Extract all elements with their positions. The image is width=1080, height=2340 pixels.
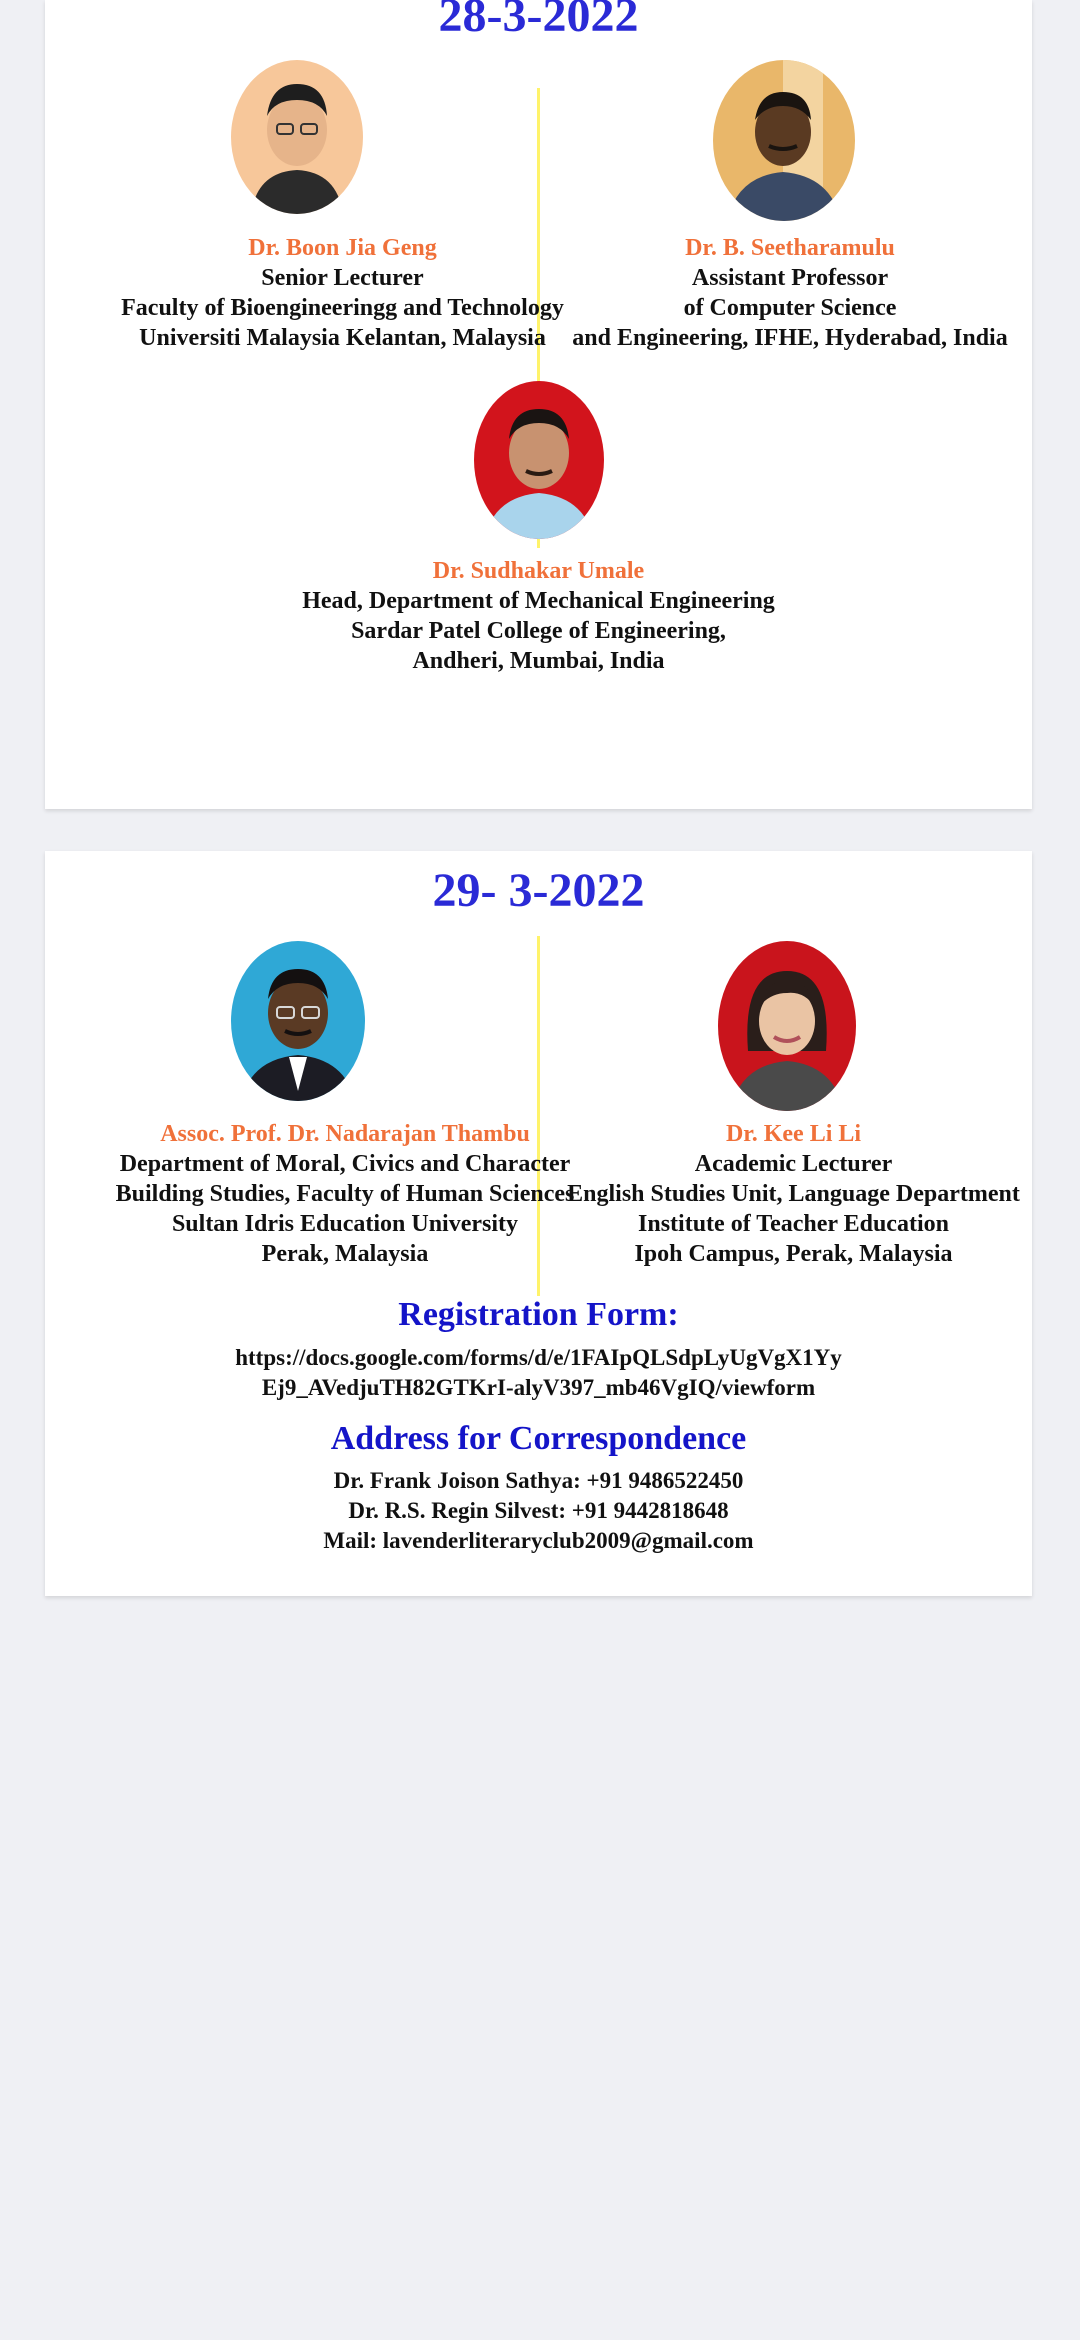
speaker-name: Dr. Boon Jia Geng	[248, 235, 437, 261]
event-date: 28-3-2022	[438, 0, 639, 42]
contact-email[interactable]: Mail: lavenderliteraryclub2009@gmail.com	[323, 1528, 754, 1553]
registration-heading: Registration Form:	[398, 1296, 679, 1333]
speaker-kee-li-li	[555, 1119, 1032, 1269]
speaker-name: Dr. B. Seetharamulu	[685, 235, 895, 261]
speaker-detail: English Studies Unit, Language Department	[567, 1181, 1020, 1207]
speaker-detail: Faculty of Bioengineeringg and Technology	[121, 295, 564, 321]
speaker-detail: Sultan Idris Education University	[171, 1211, 519, 1237]
event-card-day1	[45, 0, 1032, 809]
speaker-detail: of Computer Science	[683, 295, 897, 321]
speaker-detail: Assistant Professor	[691, 265, 889, 291]
registration-url[interactable]	[45, 1343, 1032, 1403]
speaker-photo	[474, 381, 604, 539]
speaker-name: Dr. Kee Li Li	[725, 1121, 862, 1147]
event-card-day2	[45, 851, 1032, 1596]
speaker-detail: Andheri, Mumbai, India	[412, 648, 665, 674]
speaker-photo	[713, 60, 855, 221]
correspondence-heading: Address for Correspondence	[330, 1420, 747, 1457]
speaker-photo	[231, 60, 363, 214]
speaker-photo	[718, 941, 856, 1111]
speaker-detail: Head, Department of Mechanical Engineering	[302, 588, 775, 614]
speaker-detail: Universiti Malaysia Kelantan, Malaysia	[139, 325, 546, 351]
event-date: 29- 3-2022	[432, 864, 645, 917]
speaker-photo	[231, 941, 365, 1101]
speaker-detail: Sardar Patel College of Engineering,	[351, 618, 726, 644]
speaker-name: Assoc. Prof. Dr. Nadarajan Thambu	[160, 1121, 530, 1147]
speaker-boon-jia-geng	[65, 233, 620, 353]
correspondence-details	[45, 1466, 1032, 1556]
speaker-detail: Building Studies, Faculty of Human Sciences	[115, 1181, 575, 1207]
speaker-detail: Academic Lecturer	[694, 1151, 893, 1177]
speaker-detail: Ipoh Campus, Perak, Malaysia	[634, 1241, 953, 1267]
registration-url-line[interactable]: https://docs.google.com/forms/d/e/1FAIpQLSdpLyUgVgX1Yy	[235, 1345, 842, 1370]
contact-line: Dr. R.S. Regin Silvest: +91 9442818648	[348, 1498, 729, 1523]
speaker-detail: Perak, Malaysia	[261, 1241, 429, 1267]
registration-url-line[interactable]: Ej9_AVedjuTH82GTKrI-alyV397_mb46VgIQ/viewform	[261, 1375, 816, 1400]
speaker-detail: and Engineering, IFHE, Hyderabad, India	[572, 325, 1008, 351]
speaker-detail: Institute of Teacher Education	[638, 1211, 949, 1237]
speaker-name: Dr. Sudhakar Umale	[432, 558, 645, 584]
speaker-b-seetharamulu	[555, 233, 1025, 353]
speaker-detail: Senior Lecturer	[261, 265, 424, 291]
contact-line: Dr. Frank Joison Sathya: +91 9486522450	[333, 1468, 744, 1493]
speaker-detail: Department of Moral, Civics and Character	[119, 1151, 571, 1177]
speaker-sudhakar-umale	[45, 556, 1032, 676]
